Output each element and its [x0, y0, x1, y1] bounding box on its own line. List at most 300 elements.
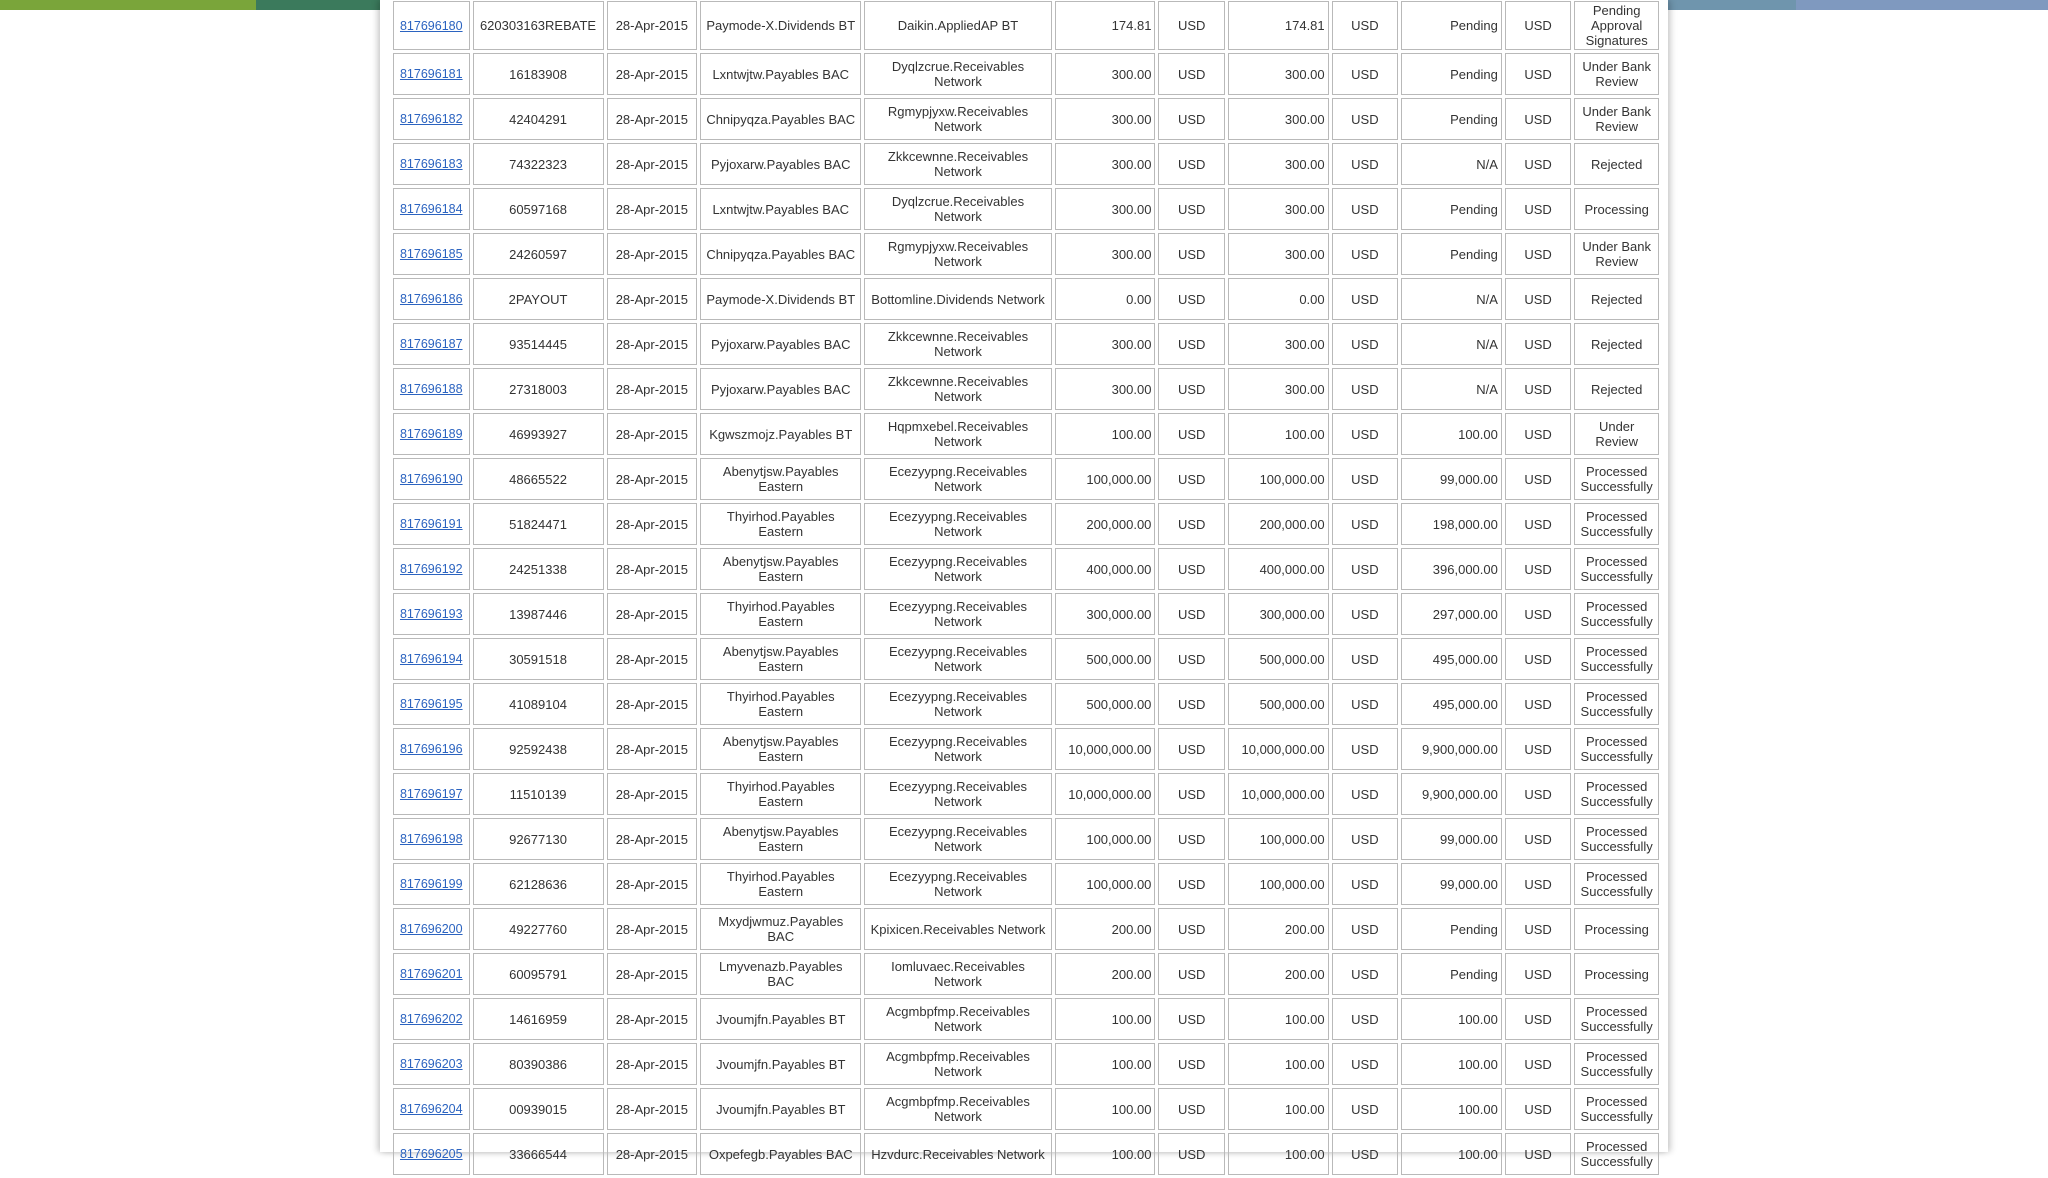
payment-amount-cell: 300.00 [1228, 188, 1329, 230]
payer-account-cell: Thyirhod.Payables Eastern [700, 593, 861, 635]
payment-amount-cell: 200.00 [1228, 953, 1329, 995]
date-cell: 28-Apr-2015 [607, 818, 698, 860]
payee-account-cell: Daikin.AppliedAP BT [864, 1, 1051, 50]
settled-amount-cell: N/A [1401, 143, 1502, 185]
transaction-id-link[interactable]: 817696205 [399, 1147, 463, 1161]
status-cell: Processing [1574, 908, 1659, 950]
currency-cell: USD [1332, 1088, 1398, 1130]
transaction-id-link[interactable]: 817696204 [399, 1102, 463, 1116]
payer-account-cell: Jvoumjfn.Payables BT [700, 998, 861, 1040]
currency-cell: USD [1158, 98, 1224, 140]
transaction-id-cell [393, 1043, 470, 1085]
date-cell: 28-Apr-2015 [607, 233, 698, 275]
currency-cell: USD [1505, 233, 1571, 275]
currency-cell: USD [1158, 863, 1224, 905]
transaction-id-link[interactable]: 817696190 [399, 472, 463, 486]
status-cell: Rejected [1574, 278, 1659, 320]
payment-amount-cell: 100,000.00 [1228, 818, 1329, 860]
transaction-id-cell [393, 953, 470, 995]
table-row [393, 548, 1659, 590]
currency-cell: USD [1505, 908, 1571, 950]
currency-cell: USD [1505, 953, 1571, 995]
payment-amount-cell: 300.00 [1228, 323, 1329, 365]
payer-account-cell: Lmyvenazb.Payables BAC [700, 953, 861, 995]
status-cell: Processed Successfully [1574, 1133, 1659, 1175]
currency-cell: USD [1505, 728, 1571, 770]
payment-amount-cell: 100.00 [1228, 413, 1329, 455]
date-cell: 28-Apr-2015 [607, 998, 698, 1040]
payee-account-cell: Kpixicen.Receivables Network [864, 908, 1051, 950]
date-cell: 28-Apr-2015 [607, 503, 698, 545]
currency-cell: USD [1158, 548, 1224, 590]
table-row [393, 1088, 1659, 1130]
status-cell: Processed Successfully [1574, 458, 1659, 500]
transaction-id-cell [393, 773, 470, 815]
reference-cell: 11510139 [473, 773, 604, 815]
payee-account-cell: Dyqlzcrue.Receivables Network [864, 53, 1051, 95]
payment-amount-cell: 100.00 [1228, 998, 1329, 1040]
reference-cell: 33666544 [473, 1133, 604, 1175]
currency-cell: USD [1158, 1043, 1224, 1085]
payment-amount-cell: 300,000.00 [1228, 593, 1329, 635]
settled-amount-cell: 100.00 [1401, 998, 1502, 1040]
table-row [393, 368, 1659, 410]
currency-cell: USD [1332, 53, 1398, 95]
reference-cell: 24260597 [473, 233, 604, 275]
settled-amount-cell: 100.00 [1401, 1043, 1502, 1085]
currency-cell: USD [1505, 503, 1571, 545]
reference-cell: 14616959 [473, 998, 604, 1040]
table-row [393, 953, 1659, 995]
transaction-id-link[interactable]: 817696183 [399, 157, 463, 171]
transaction-id-link[interactable]: 817696199 [399, 877, 463, 891]
currency-cell: USD [1505, 458, 1571, 500]
payer-account-cell: Jvoumjfn.Payables BT [700, 1043, 861, 1085]
currency-cell: USD [1158, 953, 1224, 995]
settled-amount-cell: Pending [1401, 233, 1502, 275]
settled-amount-cell: 100.00 [1401, 1133, 1502, 1175]
table-row [393, 593, 1659, 635]
payee-account-cell: Ecezyypng.Receivables Network [864, 728, 1051, 770]
transaction-id-cell [393, 1088, 470, 1130]
table-row [393, 53, 1659, 95]
currency-cell: USD [1332, 773, 1398, 815]
amount-cell: 300.00 [1055, 188, 1156, 230]
table-row [393, 1, 1659, 50]
amount-cell: 100.00 [1055, 1133, 1156, 1175]
currency-cell: USD [1332, 98, 1398, 140]
status-cell: Processed Successfully [1574, 1043, 1659, 1085]
settled-amount-cell: Pending [1401, 98, 1502, 140]
date-cell: 28-Apr-2015 [607, 323, 698, 365]
payment-amount-cell: 300.00 [1228, 53, 1329, 95]
payer-account-cell: Abenytjsw.Payables Eastern [700, 638, 861, 680]
reference-cell: 60095791 [473, 953, 604, 995]
table-row [393, 278, 1659, 320]
payer-account-cell: Chnipyqza.Payables BAC [700, 98, 861, 140]
amount-cell: 200.00 [1055, 908, 1156, 950]
date-cell: 28-Apr-2015 [607, 593, 698, 635]
payee-account-cell: Hzvdurc.Receivables Network [864, 1133, 1051, 1175]
currency-cell: USD [1158, 458, 1224, 500]
currency-cell: USD [1505, 98, 1571, 140]
table-row [393, 98, 1659, 140]
payer-account-cell: Pyjoxarw.Payables BAC [700, 143, 861, 185]
currency-cell: USD [1505, 278, 1571, 320]
settled-amount-cell: N/A [1401, 278, 1502, 320]
currency-cell: USD [1332, 863, 1398, 905]
table-row [393, 728, 1659, 770]
payee-account-cell: Ecezyypng.Receivables Network [864, 503, 1051, 545]
table-row [393, 638, 1659, 680]
settled-amount-cell: 495,000.00 [1401, 683, 1502, 725]
status-cell: Rejected [1574, 143, 1659, 185]
payer-account-cell: Paymode-X.Dividends BT [700, 1, 861, 50]
table-row [393, 233, 1659, 275]
currency-cell: USD [1332, 323, 1398, 365]
reference-cell: 48665522 [473, 458, 604, 500]
status-cell: Processed Successfully [1574, 728, 1659, 770]
payer-account-cell: Pyjoxarw.Payables BAC [700, 323, 861, 365]
top-accent-bar [1668, 0, 1796, 10]
currency-cell: USD [1505, 998, 1571, 1040]
payer-account-cell: Thyirhod.Payables Eastern [700, 773, 861, 815]
amount-cell: 300.00 [1055, 323, 1156, 365]
currency-cell: USD [1158, 1088, 1224, 1130]
transaction-id-link[interactable]: 817696189 [399, 427, 463, 441]
payee-account-cell: Acgmbpfmp.Receivables Network [864, 1088, 1051, 1130]
status-cell: Processing [1574, 188, 1659, 230]
currency-cell: USD [1158, 773, 1224, 815]
transaction-id-link[interactable]: 817696193 [399, 607, 463, 621]
currency-cell: USD [1158, 908, 1224, 950]
reference-cell: 24251338 [473, 548, 604, 590]
payee-account-cell: Iomluvaec.Receivables Network [864, 953, 1051, 995]
currency-cell: USD [1332, 233, 1398, 275]
transaction-id-cell [393, 53, 470, 95]
status-cell: Processed Successfully [1574, 863, 1659, 905]
reference-cell: 13987446 [473, 593, 604, 635]
date-cell: 28-Apr-2015 [607, 413, 698, 455]
status-cell: Processed Successfully [1574, 773, 1659, 815]
payee-account-cell: Ecezyypng.Receivables Network [864, 548, 1051, 590]
transaction-id-cell [393, 1, 470, 50]
settled-amount-cell: N/A [1401, 323, 1502, 365]
table-row [393, 818, 1659, 860]
payment-amount-cell: 10,000,000.00 [1228, 773, 1329, 815]
currency-cell: USD [1332, 998, 1398, 1040]
settled-amount-cell: 99,000.00 [1401, 863, 1502, 905]
status-cell: Under Review [1574, 413, 1659, 455]
reference-cell: 92592438 [473, 728, 604, 770]
reference-cell: 620303163REBATE [473, 1, 604, 50]
transaction-id-cell [393, 188, 470, 230]
status-cell: Processed Successfully [1574, 683, 1659, 725]
payee-account-cell: Acgmbpfmp.Receivables Network [864, 998, 1051, 1040]
transaction-id-cell [393, 818, 470, 860]
transaction-id-link[interactable]: 817696200 [399, 922, 463, 936]
transaction-id-link[interactable]: 817696203 [399, 1057, 463, 1071]
status-cell: Processed Successfully [1574, 593, 1659, 635]
amount-cell: 10,000,000.00 [1055, 728, 1156, 770]
reference-cell: 49227760 [473, 908, 604, 950]
payer-account-cell: Thyirhod.Payables Eastern [700, 683, 861, 725]
payer-account-cell: Kgwszmojz.Payables BT [700, 413, 861, 455]
currency-cell: USD [1332, 548, 1398, 590]
transaction-id-link[interactable]: 817696184 [399, 202, 463, 216]
reference-cell: 80390386 [473, 1043, 604, 1085]
settled-amount-cell: 9,900,000.00 [1401, 728, 1502, 770]
payment-amount-cell: 100,000.00 [1228, 458, 1329, 500]
currency-cell: USD [1332, 908, 1398, 950]
transaction-id-cell [393, 458, 470, 500]
transaction-id-cell [393, 368, 470, 410]
reference-cell: 60597168 [473, 188, 604, 230]
payment-amount-cell: 300.00 [1228, 368, 1329, 410]
top-accent-bar [256, 0, 380, 10]
currency-cell: USD [1505, 863, 1571, 905]
currency-cell: USD [1505, 1088, 1571, 1130]
status-cell: Rejected [1574, 368, 1659, 410]
currency-cell: USD [1158, 278, 1224, 320]
transaction-id-cell [393, 1133, 470, 1175]
date-cell: 28-Apr-2015 [607, 1088, 698, 1130]
status-cell: Pending Approval Signatures [1574, 1, 1659, 50]
table-row [393, 413, 1659, 455]
amount-cell: 10,000,000.00 [1055, 773, 1156, 815]
amount-cell: 0.00 [1055, 278, 1156, 320]
amount-cell: 300.00 [1055, 143, 1156, 185]
currency-cell: USD [1332, 413, 1398, 455]
table-row [393, 773, 1659, 815]
transaction-id-link[interactable]: 817696202 [399, 1012, 463, 1026]
payment-amount-cell: 100.00 [1228, 1133, 1329, 1175]
payer-account-cell: Paymode-X.Dividends BT [700, 278, 861, 320]
amount-cell: 200.00 [1055, 953, 1156, 995]
top-accent-bar [1796, 0, 2048, 10]
table-row [393, 188, 1659, 230]
date-cell: 28-Apr-2015 [607, 638, 698, 680]
transaction-id-cell [393, 503, 470, 545]
status-cell: Processed Successfully [1574, 548, 1659, 590]
reference-cell: 51824471 [473, 503, 604, 545]
table-row [393, 683, 1659, 725]
transaction-id-link[interactable]: 817696194 [399, 652, 463, 666]
status-cell: Processed Successfully [1574, 818, 1659, 860]
currency-cell: USD [1505, 818, 1571, 860]
payer-account-cell: Jvoumjfn.Payables BT [700, 1088, 861, 1130]
date-cell: 28-Apr-2015 [607, 188, 698, 230]
amount-cell: 100.00 [1055, 413, 1156, 455]
currency-cell: USD [1505, 413, 1571, 455]
date-cell: 28-Apr-2015 [607, 98, 698, 140]
payment-amount-cell: 174.81 [1228, 1, 1329, 50]
payee-account-cell: Hqpmxebel.Receivables Network [864, 413, 1051, 455]
transaction-id-link[interactable]: 817696191 [399, 517, 463, 531]
currency-cell: USD [1158, 1, 1224, 50]
transaction-id-cell [393, 278, 470, 320]
payee-account-cell: Ecezyypng.Receivables Network [864, 458, 1051, 500]
reference-cell: 92677130 [473, 818, 604, 860]
currency-cell: USD [1158, 413, 1224, 455]
transaction-id-cell [393, 998, 470, 1040]
payer-account-cell: Oxpefegb.Payables BAC [700, 1133, 861, 1175]
payer-account-cell: Pyjoxarw.Payables BAC [700, 368, 861, 410]
settled-amount-cell: 297,000.00 [1401, 593, 1502, 635]
currency-cell: USD [1332, 143, 1398, 185]
currency-cell: USD [1505, 1043, 1571, 1085]
currency-cell: USD [1332, 818, 1398, 860]
payee-account-cell: Ecezyypng.Receivables Network [864, 773, 1051, 815]
payment-amount-cell: 300.00 [1228, 98, 1329, 140]
payer-account-cell: Abenytjsw.Payables Eastern [700, 458, 861, 500]
table-row [393, 143, 1659, 185]
transaction-id-cell [393, 728, 470, 770]
status-cell: Under Bank Review [1574, 233, 1659, 275]
transaction-id-link[interactable]: 817696182 [399, 112, 463, 126]
table-row [393, 1133, 1659, 1175]
payment-amount-cell: 300.00 [1228, 143, 1329, 185]
currency-cell: USD [1332, 188, 1398, 230]
date-cell: 28-Apr-2015 [607, 458, 698, 500]
currency-cell: USD [1332, 593, 1398, 635]
payer-account-cell: Thyirhod.Payables Eastern [700, 863, 861, 905]
currency-cell: USD [1158, 593, 1224, 635]
date-cell: 28-Apr-2015 [607, 548, 698, 590]
currency-cell: USD [1158, 53, 1224, 95]
currency-cell: USD [1505, 548, 1571, 590]
currency-cell: USD [1332, 638, 1398, 680]
currency-cell: USD [1158, 188, 1224, 230]
currency-cell: USD [1158, 683, 1224, 725]
transaction-id-link[interactable]: 817696192 [399, 562, 463, 576]
date-cell: 28-Apr-2015 [607, 908, 698, 950]
payer-account-cell: Chnipyqza.Payables BAC [700, 233, 861, 275]
table-row [393, 1043, 1659, 1085]
amount-cell: 100,000.00 [1055, 818, 1156, 860]
reference-cell: 30591518 [473, 638, 604, 680]
reference-cell: 27318003 [473, 368, 604, 410]
amount-cell: 100,000.00 [1055, 458, 1156, 500]
transaction-id-link[interactable]: 817696180 [399, 18, 463, 33]
amount-cell: 100,000.00 [1055, 863, 1156, 905]
transaction-id-cell [393, 593, 470, 635]
settled-amount-cell: Pending [1401, 53, 1502, 95]
payee-account-cell: Zkkcewnne.Receivables Network [864, 143, 1051, 185]
payer-account-cell: Thyirhod.Payables Eastern [700, 503, 861, 545]
reference-cell: 41089104 [473, 683, 604, 725]
status-cell: Under Bank Review [1574, 53, 1659, 95]
payer-account-cell: Abenytjsw.Payables Eastern [700, 548, 861, 590]
currency-cell: USD [1158, 323, 1224, 365]
transaction-id-cell [393, 233, 470, 275]
payee-account-cell: Zkkcewnne.Receivables Network [864, 368, 1051, 410]
transactions-table-body [393, 1, 1659, 1175]
amount-cell: 300.00 [1055, 368, 1156, 410]
currency-cell: USD [1332, 503, 1398, 545]
table-row [393, 998, 1659, 1040]
transactions-table [390, 0, 1662, 1178]
amount-cell: 200,000.00 [1055, 503, 1156, 545]
settled-amount-cell: 99,000.00 [1401, 818, 1502, 860]
reference-cell: 62128636 [473, 863, 604, 905]
currency-cell: USD [1158, 233, 1224, 275]
amount-cell: 300,000.00 [1055, 593, 1156, 635]
amount-cell: 300.00 [1055, 98, 1156, 140]
currency-cell: USD [1505, 1, 1571, 50]
transaction-id-link[interactable]: 817696196 [399, 742, 463, 756]
status-cell: Processed Successfully [1574, 1088, 1659, 1130]
status-cell: Processed Successfully [1574, 638, 1659, 680]
transaction-id-cell [393, 413, 470, 455]
payee-account-cell: Ecezyypng.Receivables Network [864, 818, 1051, 860]
settled-amount-cell: Pending [1401, 908, 1502, 950]
transaction-id-cell [393, 98, 470, 140]
transaction-id-cell [393, 323, 470, 365]
reference-cell: 74322323 [473, 143, 604, 185]
settled-amount-cell: 100.00 [1401, 1088, 1502, 1130]
currency-cell: USD [1158, 818, 1224, 860]
currency-cell: USD [1332, 683, 1398, 725]
status-cell: Processed Successfully [1574, 503, 1659, 545]
payment-amount-cell: 0.00 [1228, 278, 1329, 320]
payment-amount-cell: 300.00 [1228, 233, 1329, 275]
currency-cell: USD [1158, 998, 1224, 1040]
currency-cell: USD [1505, 53, 1571, 95]
date-cell: 28-Apr-2015 [607, 953, 698, 995]
transaction-id-link[interactable]: 817696186 [399, 292, 463, 306]
payee-account-cell: Bottomline.Dividends Network [864, 278, 1051, 320]
currency-cell: USD [1332, 458, 1398, 500]
transaction-id-link[interactable]: 817696195 [399, 697, 463, 711]
transaction-id-cell [393, 638, 470, 680]
date-cell: 28-Apr-2015 [607, 683, 698, 725]
payee-account-cell: Acgmbpfmp.Receivables Network [864, 1043, 1051, 1085]
transaction-id-link[interactable]: 817696185 [399, 247, 463, 261]
transaction-id-link[interactable]: 817696201 [399, 967, 463, 981]
reference-cell: 2PAYOUT [473, 278, 604, 320]
transaction-id-link[interactable]: 817696188 [399, 382, 463, 396]
reference-cell: 46993927 [473, 413, 604, 455]
transaction-id-link[interactable]: 817696187 [399, 337, 463, 351]
payment-amount-cell: 500,000.00 [1228, 683, 1329, 725]
date-cell: 28-Apr-2015 [607, 1133, 698, 1175]
payment-amount-cell: 100.00 [1228, 1043, 1329, 1085]
amount-cell: 500,000.00 [1055, 683, 1156, 725]
amount-cell: 300.00 [1055, 53, 1156, 95]
transaction-id-cell [393, 683, 470, 725]
currency-cell: USD [1505, 638, 1571, 680]
currency-cell: USD [1158, 638, 1224, 680]
date-cell: 28-Apr-2015 [607, 1, 698, 50]
amount-cell: 174.81 [1055, 1, 1156, 50]
currency-cell: USD [1505, 368, 1571, 410]
transaction-id-link[interactable]: 817696198 [399, 832, 463, 846]
currency-cell: USD [1158, 503, 1224, 545]
currency-cell: USD [1332, 728, 1398, 770]
amount-cell: 300.00 [1055, 233, 1156, 275]
settled-amount-cell: 396,000.00 [1401, 548, 1502, 590]
transaction-id-link[interactable]: 817696197 [399, 787, 463, 801]
date-cell: 28-Apr-2015 [607, 368, 698, 410]
transaction-id-link[interactable]: 817696181 [399, 67, 463, 81]
payee-account-cell: Dyqlzcrue.Receivables Network [864, 188, 1051, 230]
settled-amount-cell: 198,000.00 [1401, 503, 1502, 545]
date-cell: 28-Apr-2015 [607, 143, 698, 185]
payment-amount-cell: 100.00 [1228, 1088, 1329, 1130]
payer-account-cell: Mxydjwmuz.Payables BAC [700, 908, 861, 950]
payee-account-cell: Zkkcewnne.Receivables Network [864, 323, 1051, 365]
